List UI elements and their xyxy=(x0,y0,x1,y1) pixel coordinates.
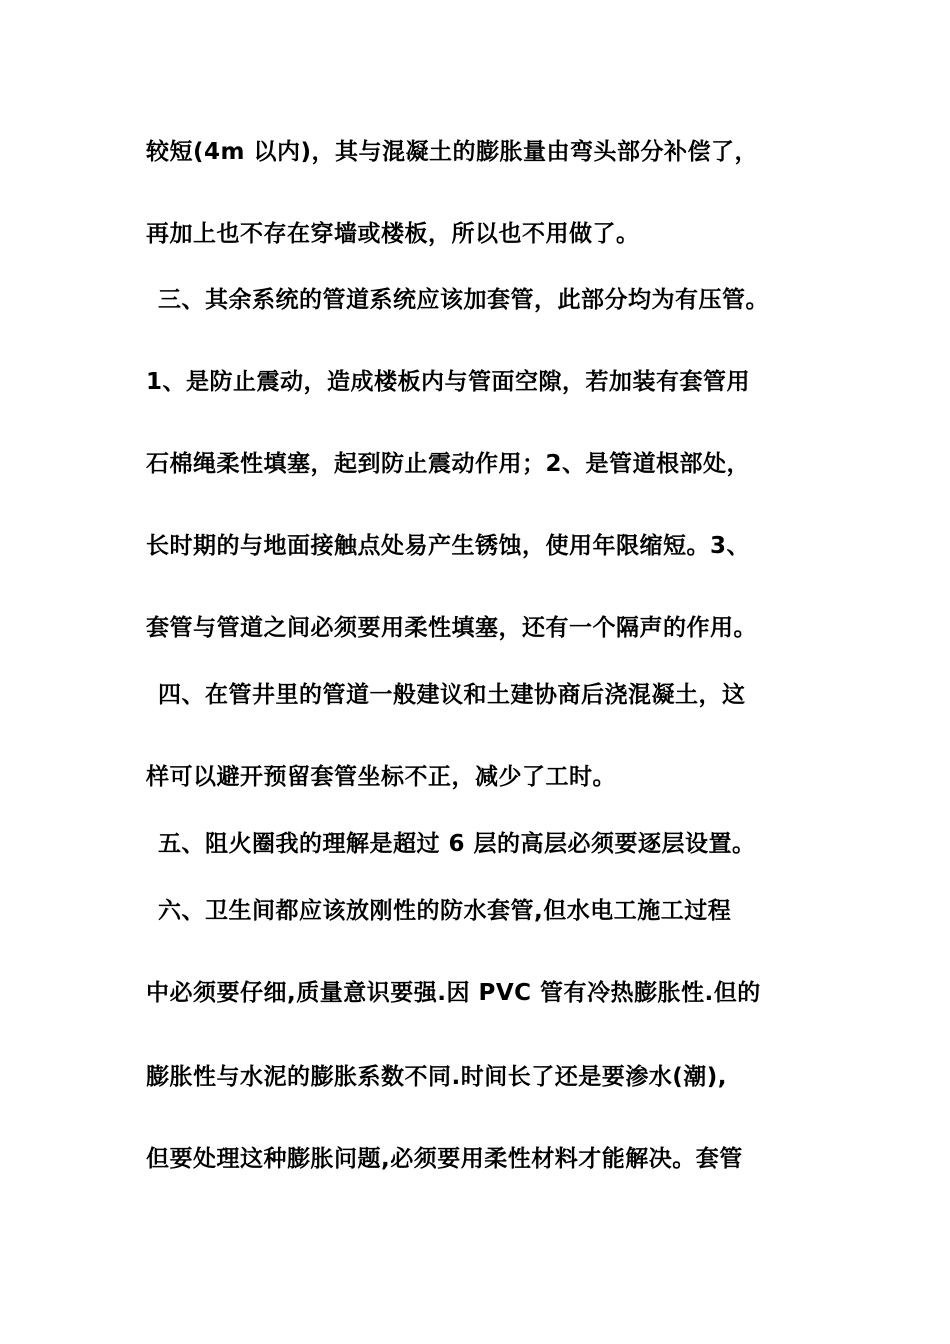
section-heading-6: 六、卫生间都应该放刚性的防水套管,但水电工施工过程 xyxy=(158,898,732,924)
section-heading-5: 五、阻火圈我的理解是超过 6 层的高层必须要逐层设置。 xyxy=(158,831,756,857)
text-line-1: 较短(4m 以内)，其与混凝土的膨胀量由弯头部分补偿了， xyxy=(146,139,758,165)
section-heading-3: 三、其余系统的管道系统应该加套管，此部分均为有压管。 xyxy=(158,287,769,313)
text-line-4: 1、是防止震动，造成楼板内与管面空隙，若加装有套管用 xyxy=(146,369,751,395)
text-line-12: 中必须要仔细,质量意识要强.因 PVC 管有冷热膨胀性.但的 xyxy=(146,980,761,1006)
text-line-13: 膨胀性与水泥的膨胀系数不同.时间长了还是要渗水(潮), xyxy=(146,1064,727,1090)
text-line-2: 再加上也不存在穿墙或楼板，所以也不用做了。 xyxy=(146,221,640,247)
text-line-7: 套管与管道之间必须要用柔性填塞，还有一个隔声的作用。 xyxy=(146,615,757,641)
text-line-14: 但要处理这种膨胀问题,必须要用柔性材料才能解决。套管 xyxy=(146,1146,743,1172)
text-line-6: 长时期的与地面接触点处易产生锈蚀，使用年限缩短。3、 xyxy=(146,533,751,559)
text-line-9: 样可以避开预留套管坐标不正，减少了工时。 xyxy=(146,764,616,790)
text-line-5: 石棉绳柔性填塞，起到防止震动作用；2、是管道根部处， xyxy=(146,451,751,477)
section-heading-4: 四、在管井里的管道一般建议和土建协商后浇混凝土，这 xyxy=(158,682,746,708)
